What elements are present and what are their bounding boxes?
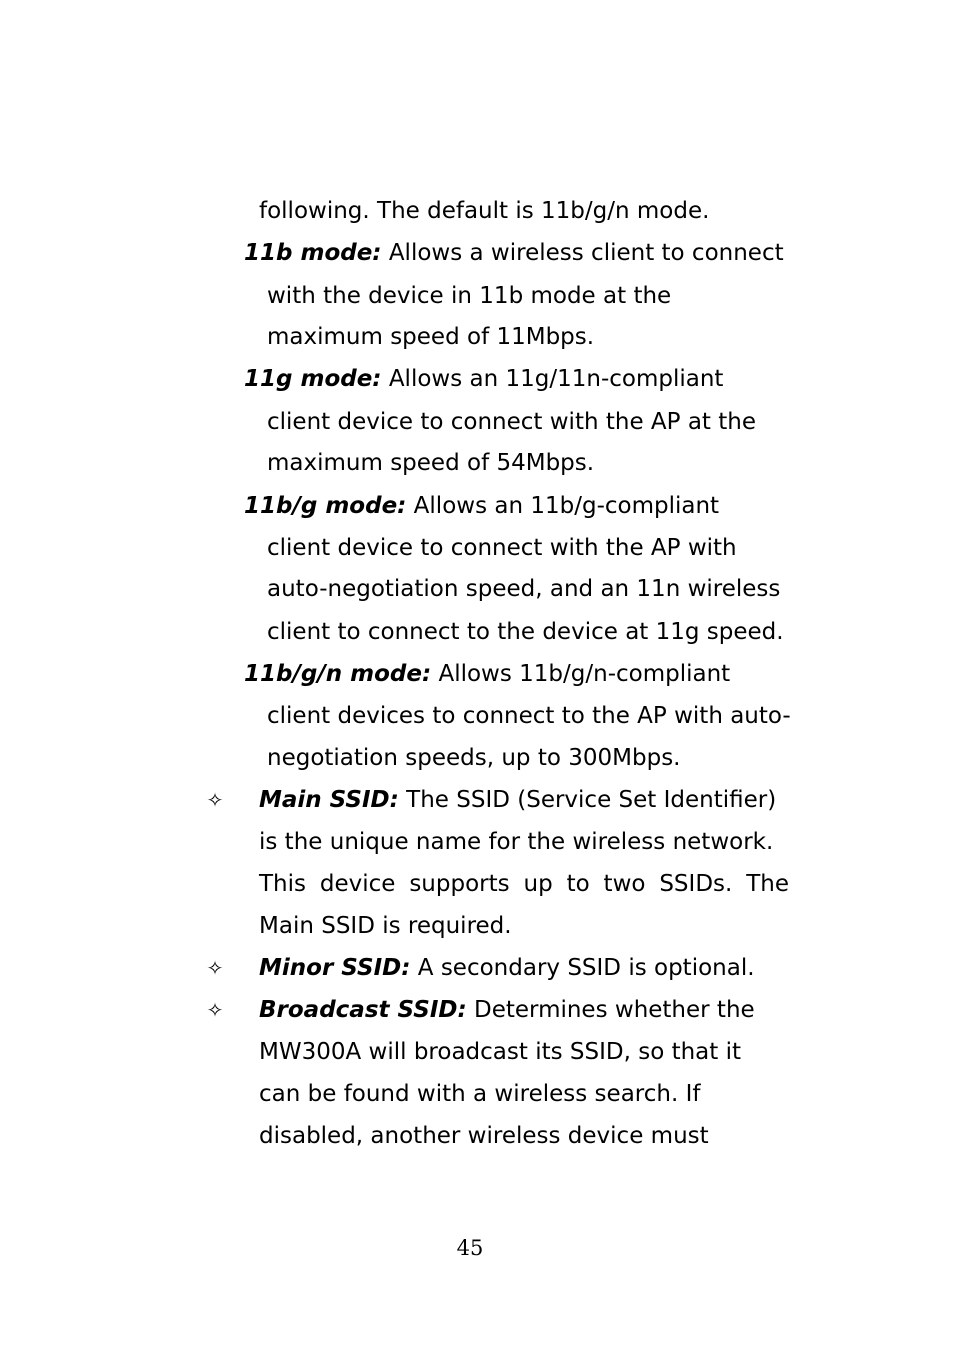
mode-desc-11g: Allows an 11g/11n-compliant — [381, 366, 724, 392]
mode-desc-11bg: Allows an 11b/g-compliant — [406, 493, 720, 519]
mode-item-11g — [244, 364, 723, 394]
mode-item-11b — [244, 238, 784, 268]
mode-term-11g: 11g mode: — [244, 366, 382, 392]
bullet-diamond-icon: ✧ — [206, 956, 224, 980]
bullet-line: can be found with a wireless search. If — [259, 1081, 701, 1107]
mode-line: client devices to connect to the AP with auto- — [267, 703, 791, 729]
mode-line: client device to connect with the AP with — [267, 535, 737, 561]
bullet-desc-minor-ssid: A secondary SSID is optional. — [410, 955, 755, 981]
mode-line: maximum speed of 11Mbps. — [267, 324, 595, 350]
bullet-item-broadcast-ssid — [259, 995, 755, 1025]
mode-line: auto-negotiation speed, and an 11n wireless — [267, 576, 781, 602]
bullet-line: is the unique name for the wireless network. — [259, 829, 774, 855]
mode-term-11bgn: 11b/g/n mode: — [244, 661, 432, 687]
mode-line: maximum speed of 54Mbps. — [267, 450, 595, 476]
mode-desc-11b: Allows a wireless client to connect — [381, 240, 784, 266]
page-number: 45 — [456, 1236, 484, 1260]
bullet-line: MW300A will broadcast its SSID, so that it — [259, 1039, 742, 1065]
bullet-term-minor-ssid: Minor SSID: — [259, 955, 411, 981]
mode-line: with the device in 11b mode at the — [267, 283, 672, 309]
mode-line: client device to connect with the AP at the — [267, 409, 756, 435]
bullet-line: This device supports up to two SSIDs. The — [259, 871, 789, 897]
bullet-term-main-ssid: Main SSID: — [259, 787, 399, 813]
bullet-term-broadcast-ssid: Broadcast SSID: — [259, 997, 467, 1023]
mode-desc-11bgn: Allows 11b/g/n-compliant — [431, 661, 731, 687]
intro-line: following. The default is 11b/g/n mode. — [259, 198, 710, 224]
mode-item-11bg — [244, 491, 719, 521]
bullet-diamond-icon: ✧ — [206, 788, 224, 812]
bullet-item-main-ssid — [259, 785, 776, 815]
bullet-line: Main SSID is required. — [259, 913, 512, 939]
mode-item-11bgn — [244, 659, 730, 689]
bullet-desc-broadcast-ssid: Determines whether the — [466, 997, 755, 1023]
bullet-desc-main-ssid: The SSID (Service Set Identifier) — [398, 787, 777, 813]
bullet-diamond-icon: ✧ — [206, 998, 224, 1022]
mode-line: negotiation speeds, up to 300Mbps. — [267, 745, 681, 771]
mode-term-11bg: 11b/g mode: — [244, 493, 407, 519]
mode-term-11b: 11b mode: — [244, 240, 382, 266]
bullet-item-minor-ssid — [259, 953, 755, 983]
bullet-line: disabled, another wireless device must — [259, 1123, 709, 1149]
mode-line: client to connect to the device at 11g speed. — [267, 619, 784, 645]
